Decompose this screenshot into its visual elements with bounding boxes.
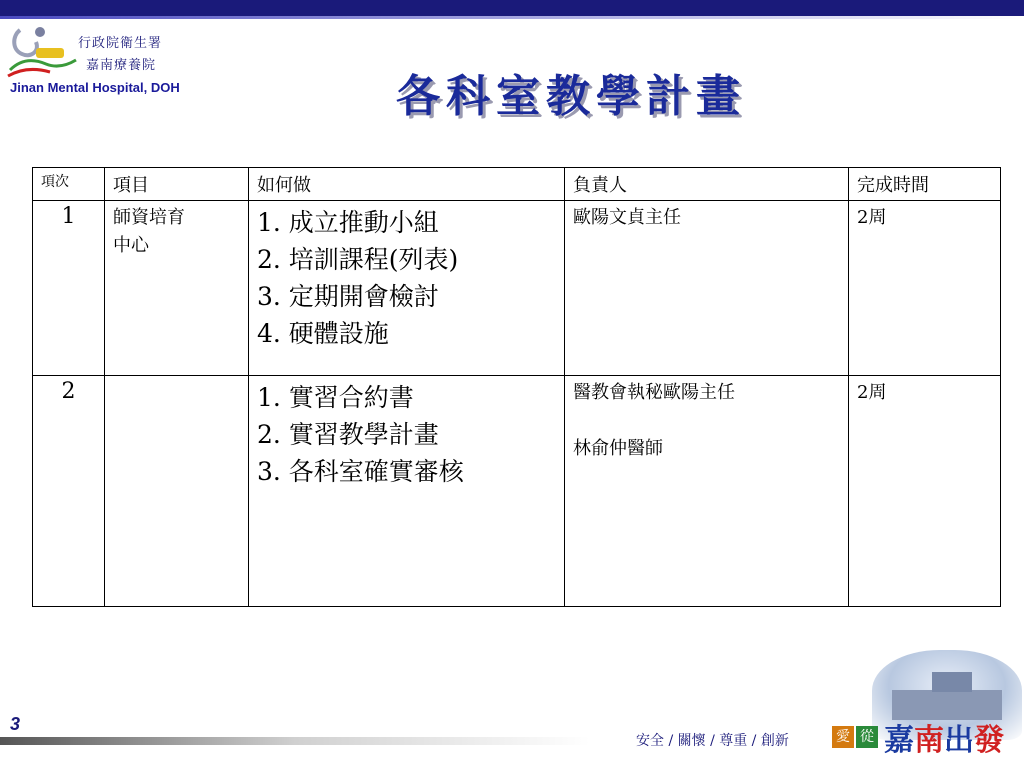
hospital-logo-icon bbox=[6, 22, 81, 82]
row-item-line: 師資培育 bbox=[113, 207, 185, 228]
row-steps bbox=[249, 376, 565, 607]
brand-char: 出 bbox=[944, 723, 974, 758]
step-item: 3. 各科室確實審核 bbox=[257, 457, 464, 486]
owner-line: 歐陽文貞主任 bbox=[573, 207, 681, 228]
step-item: 4. 硬體設施 bbox=[257, 319, 389, 348]
step-item: 3. 定期開會檢討 bbox=[257, 282, 439, 311]
footer-slogan: 安全 / 關懷 / 尊重 / 創新 bbox=[636, 733, 789, 749]
owner-line: 林俞仲醫師 bbox=[573, 438, 663, 459]
step-item: 2. 培訓課程(列表) bbox=[257, 245, 459, 274]
header-due: 完成時間 bbox=[849, 168, 1001, 201]
row-number: 2 bbox=[33, 376, 105, 607]
row-number: 1 bbox=[33, 201, 105, 376]
row-steps bbox=[249, 201, 565, 376]
row-due: 2周 bbox=[849, 201, 1001, 376]
owner-line: 醫教會執秘歐陽主任 bbox=[573, 382, 735, 403]
header-item: 項目 bbox=[105, 168, 249, 201]
brand-char: 嘉 bbox=[884, 723, 914, 758]
owner-spacer bbox=[573, 407, 840, 435]
teaching-plan-table bbox=[32, 167, 1001, 607]
step-item: 2. 實習教學計畫 bbox=[257, 420, 439, 449]
row-item bbox=[105, 201, 249, 376]
table-row bbox=[33, 376, 1001, 607]
header-no: 項次 bbox=[33, 168, 105, 201]
top-bar bbox=[0, 0, 1024, 16]
footer-badge-love: 愛 bbox=[832, 726, 854, 748]
row-due: 2周 bbox=[849, 376, 1001, 607]
row-owner bbox=[565, 201, 849, 376]
page-number: 3 bbox=[10, 714, 21, 734]
brand-char: 南 bbox=[914, 723, 944, 758]
organization-english-name: Jinan Mental Hospital, DOH bbox=[10, 80, 180, 95]
hospital-logo bbox=[6, 22, 206, 102]
step-item: 1. 成立推動小組 bbox=[257, 208, 439, 237]
table-header-row bbox=[33, 168, 1001, 201]
row-item bbox=[105, 376, 249, 607]
building-shape bbox=[932, 672, 972, 692]
header-owner: 負責人 bbox=[565, 168, 849, 201]
row-item-line: 中心 bbox=[113, 235, 149, 256]
bottom-bar bbox=[0, 737, 590, 745]
header-how: 如何做 bbox=[249, 168, 565, 201]
organization-line2: 嘉南療養院 bbox=[86, 58, 157, 73]
footer-badge-from: 從 bbox=[856, 726, 878, 748]
table-row bbox=[33, 201, 1001, 376]
step-item: 1. 實習合約書 bbox=[257, 383, 414, 412]
top-bar-line bbox=[0, 16, 1024, 19]
footer-brand bbox=[884, 715, 1004, 759]
row-owner bbox=[565, 376, 849, 607]
brand-char: 發 bbox=[974, 723, 1004, 758]
page-title: 各科室教學計畫 bbox=[396, 71, 746, 122]
organization-line1: 行政院衛生署 bbox=[78, 36, 163, 51]
